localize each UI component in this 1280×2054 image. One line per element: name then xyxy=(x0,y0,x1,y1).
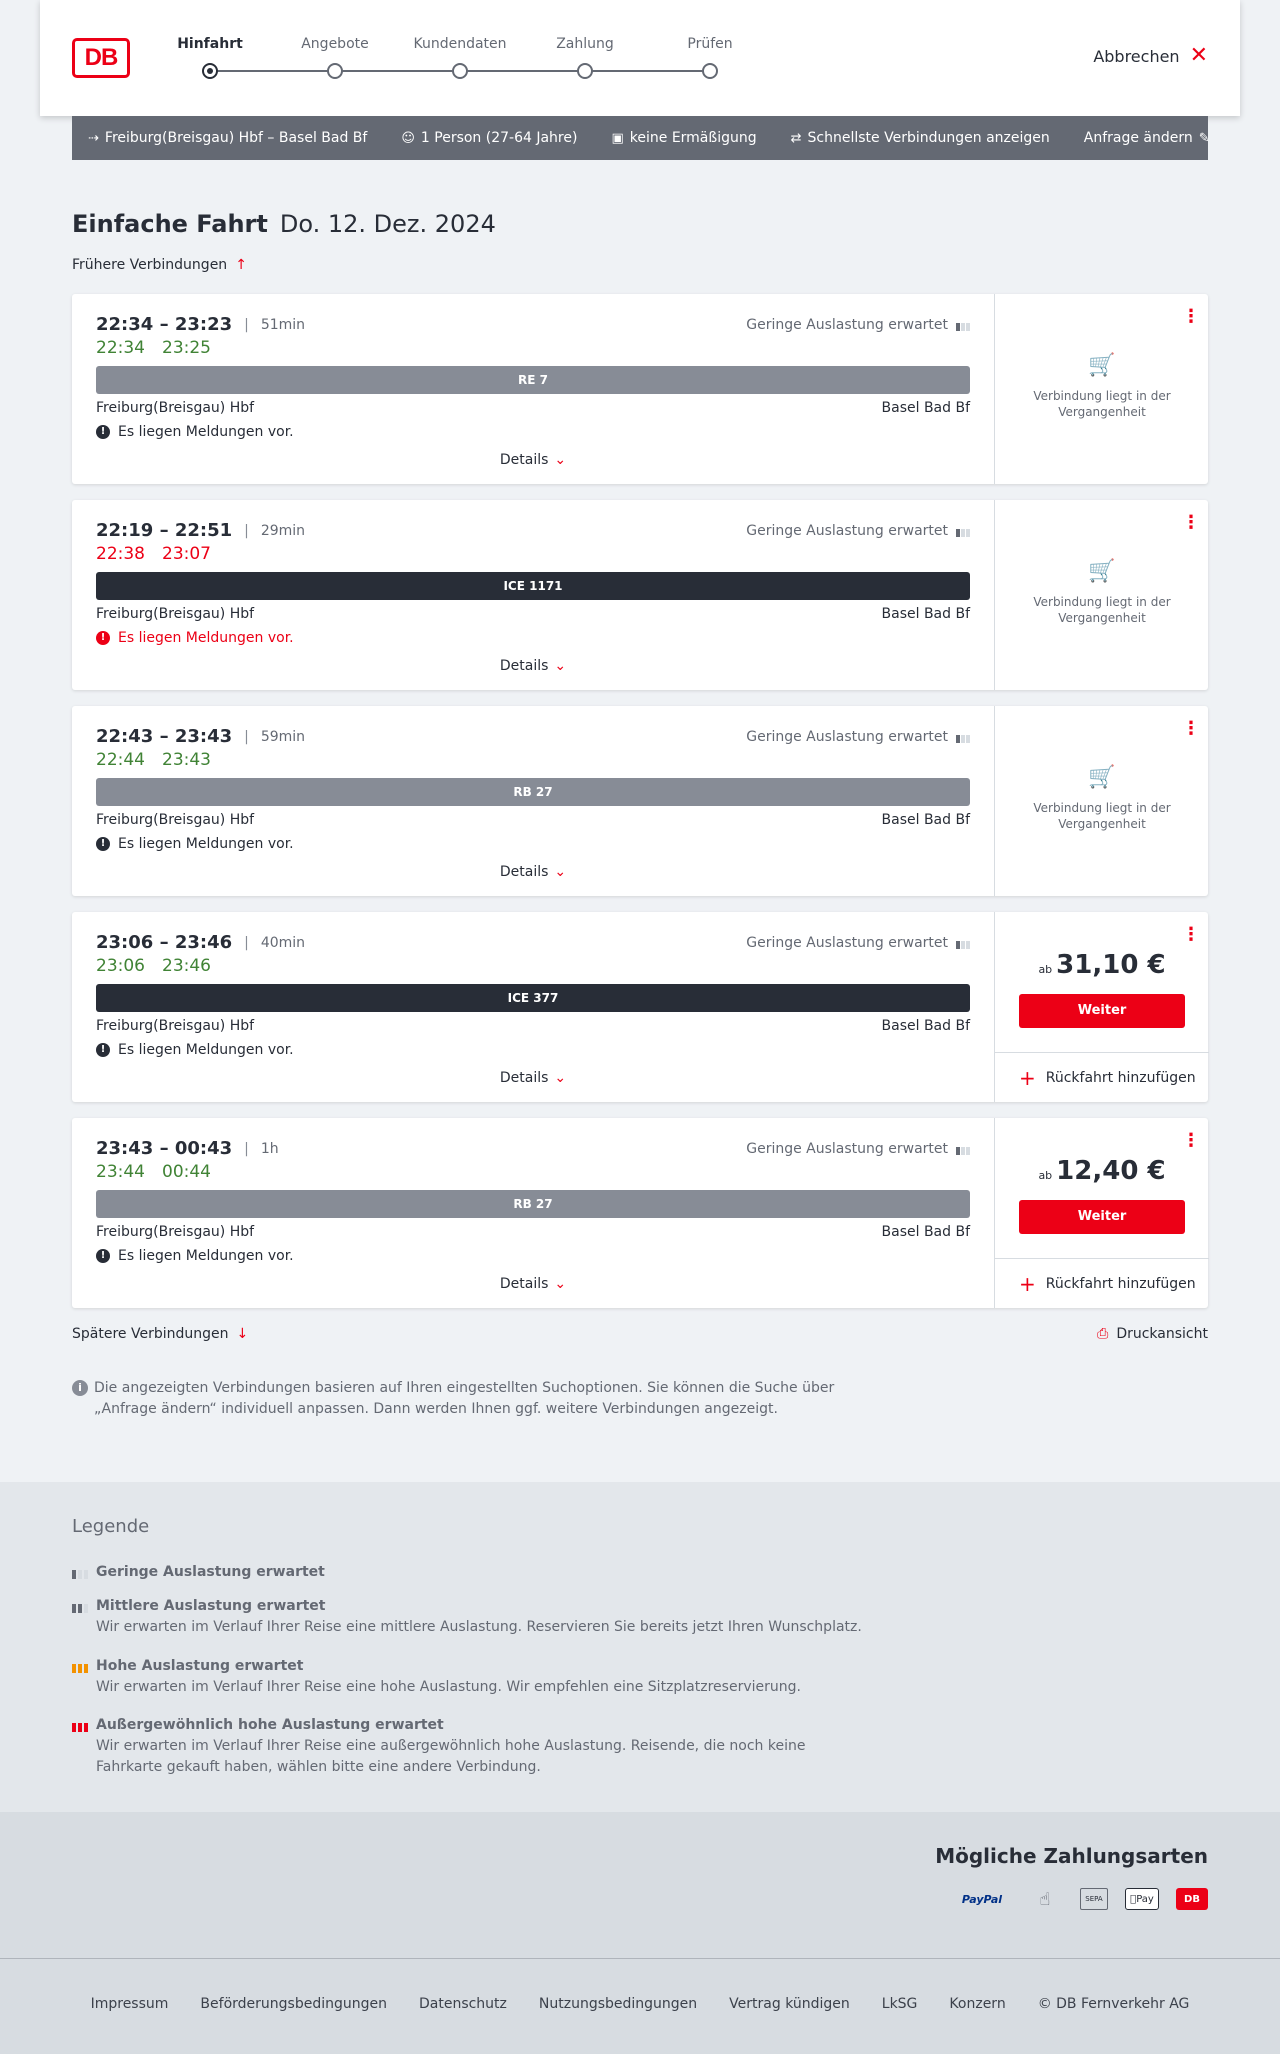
details-toggle[interactable] xyxy=(72,658,994,674)
offer-panel xyxy=(994,1118,1208,1308)
legend-item xyxy=(72,1562,872,1583)
past-connection-note xyxy=(995,765,1209,832)
connection-card[interactable] xyxy=(72,500,1208,690)
realtime-departure: 23:06 xyxy=(96,956,145,976)
plus-icon: + xyxy=(1019,1271,1036,1296)
return-label: Rückfahrt hinzufügen xyxy=(1045,1069,1196,1086)
travellers-label: 1 Person (27-64 Jahre) xyxy=(420,130,578,146)
duration: 51min xyxy=(260,316,306,333)
duration: 40min xyxy=(260,934,306,951)
chevron-down-icon: ⌄ xyxy=(554,1070,567,1086)
travellers-filter[interactable] xyxy=(401,130,577,146)
route-label: Freiburg(Breisgau) Hbf – Basel Bad Bf xyxy=(104,130,368,146)
footer-link[interactable]: Nutzungsbedingungen xyxy=(538,1996,698,2012)
legend-item-desc: Wir erwarten im Verlauf Ihrer Reise eine hohe Auslastung. Wir empfehlen eine Sitzplatzreservierung. xyxy=(96,1679,801,1695)
occupancy-low-icon xyxy=(956,937,970,949)
origin-station: Freiburg(Breisgau) Hbf xyxy=(96,1224,255,1240)
step-dot xyxy=(577,63,593,79)
price xyxy=(995,1156,1209,1186)
origin-station: Freiburg(Breisgau) Hbf xyxy=(96,606,255,622)
arrow-up-icon: ↑ xyxy=(235,257,247,273)
step-angebote: Angebote xyxy=(301,36,369,52)
add-return-trip-button[interactable] xyxy=(995,1258,1209,1308)
occupancy-indicator xyxy=(746,1141,970,1157)
payment-section xyxy=(0,1812,1280,1958)
exclamation-icon: ! xyxy=(96,1043,110,1057)
realtime-departure: 22:34 xyxy=(96,338,145,358)
info-icon: i xyxy=(72,1380,88,1396)
occupancy-indicator xyxy=(746,317,970,333)
duration: 1h xyxy=(260,1140,279,1157)
occupancy-label: Geringe Auslastung erwartet xyxy=(746,729,948,745)
occupancy-level-icon xyxy=(72,1601,88,1613)
person-icon: ☺ xyxy=(401,130,415,146)
header xyxy=(40,0,1240,116)
legend-item-desc: Wir erwarten im Verlauf Ihrer Reise eine außergewöhnlich hohe Auslastung. Reisende, die noch keine Fahrkarte gekauft haben, wählen bitte eine andere Verbindung. xyxy=(96,1738,806,1775)
message-text: Es liegen Meldungen vor. xyxy=(118,424,294,440)
origin-station: Freiburg(Breisgau) Hbf xyxy=(96,400,255,416)
add-return-trip-button[interactable] xyxy=(995,1052,1209,1102)
edit-request-button[interactable] xyxy=(1084,130,1210,146)
offer-panel xyxy=(994,706,1208,896)
apple-pay-icon xyxy=(1125,1888,1159,1910)
step-kundendaten: Kundendaten xyxy=(413,36,507,52)
occupancy-level-icon xyxy=(72,1661,88,1673)
footer xyxy=(0,1958,1280,2054)
occupancy-level-icon xyxy=(72,1567,88,1579)
messages-notice xyxy=(96,630,294,646)
messages-notice xyxy=(96,836,294,852)
info-note xyxy=(72,1378,852,1420)
continue-button[interactable]: Weiter xyxy=(1019,994,1185,1028)
destination-station: Basel Bad Bf xyxy=(881,400,970,416)
past-label: Verbindung liegt in der Vergangenheit xyxy=(1033,801,1171,831)
discount-filter[interactable] xyxy=(611,130,756,146)
offer-panel xyxy=(994,912,1208,1102)
route-filter[interactable] xyxy=(88,130,367,146)
cart-unavailable-icon: 🛒 xyxy=(1088,765,1116,790)
cart-unavailable-icon: 🛒 xyxy=(1088,353,1116,378)
train-bar[interactable]: RB 27 xyxy=(96,1190,970,1218)
earlier-connections-link[interactable] xyxy=(72,257,247,273)
planned-times: 22:19 – 22:51 | 29min xyxy=(96,520,306,541)
db-logo[interactable]: DB xyxy=(72,38,130,78)
message-text: Es liegen Meldungen vor. xyxy=(118,836,294,852)
legend-title: Legende xyxy=(72,1516,150,1537)
step-dot xyxy=(327,63,343,79)
print-label: Druckansicht xyxy=(1116,1326,1208,1342)
occupancy-indicator xyxy=(746,935,970,951)
exclamation-icon: ! xyxy=(96,837,110,851)
continue-button[interactable]: Weiter xyxy=(1019,1200,1185,1234)
legend-section xyxy=(0,1482,1280,1812)
step-zahlung: Zahlung xyxy=(556,36,614,52)
cancel-label: Abbrechen xyxy=(1093,46,1180,66)
page-title xyxy=(72,210,496,238)
realtime-arrival: 23:07 xyxy=(162,544,211,564)
later-label: Spätere Verbindungen xyxy=(72,1326,229,1342)
details-label: Details xyxy=(499,1276,549,1292)
discount-label: keine Ermäßigung xyxy=(629,130,757,146)
apple-pay-label: Pay xyxy=(1133,1893,1151,1905)
time-range: 23:43 – 00:43 xyxy=(96,1138,233,1159)
details-toggle[interactable] xyxy=(72,864,994,880)
occupancy-level-icon xyxy=(72,1720,88,1732)
arrow-right-icon: ⇢ xyxy=(88,130,99,146)
trip-type: Einfache Fahrt xyxy=(72,210,268,238)
connection-card[interactable] xyxy=(72,1118,1208,1308)
legend-item-desc: Wir erwarten im Verlauf Ihrer Reise eine mittlere Auslastung. Reservieren Sie bereits jetzt Ihren Wunschplatz. xyxy=(96,1619,862,1635)
footer-link[interactable]: LkSG xyxy=(881,1996,918,2012)
sliders-icon: ⇄ xyxy=(790,130,802,146)
more-options-icon[interactable]: ⋮ xyxy=(1182,512,1200,533)
footer-link[interactable]: Konzern xyxy=(949,1996,1006,2012)
time-range: 22:34 – 23:23 xyxy=(96,314,233,335)
legend-item-title: Geringe Auslastung erwartet xyxy=(96,1564,325,1580)
chevron-down-icon: ⌄ xyxy=(554,658,567,674)
connection-card[interactable] xyxy=(72,912,1208,1102)
info-text: Die angezeigten Verbindungen basieren auf Ihren eingestellten Suchoptionen. Sie können die Suche über „Anfrage ändern“ individuell anpassen. Dann werden Ihnen ggf. weitere Verbindungen angezeigt. xyxy=(94,1380,835,1417)
details-label: Details xyxy=(499,658,549,674)
step-dot xyxy=(702,63,718,79)
details-label: Details xyxy=(499,452,549,468)
legend-item xyxy=(72,1656,872,1698)
train-bar[interactable]: RB 27 xyxy=(96,778,970,806)
close-icon: ✕ xyxy=(1189,43,1208,68)
messages-notice xyxy=(96,1042,294,1058)
details-toggle[interactable] xyxy=(72,452,994,468)
exclamation-icon: ! xyxy=(96,425,110,439)
paypal-icon: PayPal xyxy=(961,1892,1003,1906)
message-text: Es liegen Meldungen vor. xyxy=(118,1248,294,1264)
step-dot xyxy=(452,63,468,79)
realtime-arrival: 23:46 xyxy=(162,956,211,976)
sepa-icon: SEPA xyxy=(1080,1888,1108,1910)
return-label: Rückfahrt hinzufügen xyxy=(1045,1275,1196,1292)
later-connections-link[interactable] xyxy=(72,1326,248,1342)
price xyxy=(995,950,1209,980)
occupancy-label: Geringe Auslastung erwartet xyxy=(746,1141,948,1157)
realtime-departure: 23:44 xyxy=(96,1162,145,1182)
realtime-departure: 22:44 xyxy=(96,750,145,770)
destination-station: Basel Bad Bf xyxy=(881,812,970,828)
planned-times: 22:34 – 23:23 | 51min xyxy=(96,314,306,335)
messages-notice xyxy=(96,424,294,440)
message-text: Es liegen Meldungen vor. xyxy=(118,1042,294,1058)
print-view-link[interactable] xyxy=(1097,1326,1208,1342)
printer-icon: ⎙ xyxy=(1097,1326,1109,1342)
trip-date: Do. 12. Dez. 2024 xyxy=(279,210,496,238)
occupancy-low-icon xyxy=(956,731,970,743)
train-bar[interactable]: ICE 377 xyxy=(96,984,970,1012)
footer-link[interactable]: Beförderungsbedingungen xyxy=(200,1996,387,2012)
price-prefix: ab xyxy=(1038,1169,1053,1182)
offer-panel xyxy=(994,500,1208,690)
time-range: 22:43 – 23:43 xyxy=(96,726,233,747)
fastest-label: Schnellste Verbindungen anzeigen xyxy=(807,130,1050,146)
planned-times: 22:43 – 23:43 | 59min xyxy=(96,726,306,747)
realtime-arrival: 23:25 xyxy=(162,338,211,358)
realtime-arrival: 00:44 xyxy=(162,1162,211,1182)
destination-station: Basel Bad Bf xyxy=(881,1224,970,1240)
legend-item-title: Außergewöhnlich hohe Auslastung erwartet xyxy=(96,1717,444,1733)
db-payment-icon: DB xyxy=(1176,1888,1208,1910)
exclamation-icon: ! xyxy=(96,1249,110,1263)
footer-link[interactable]: Impressum xyxy=(90,1996,169,2012)
price-prefix: ab xyxy=(1038,963,1053,976)
more-options-icon[interactable]: ⋮ xyxy=(1182,1130,1200,1151)
message-text: Es liegen Meldungen vor. xyxy=(118,630,294,646)
chevron-down-icon: ⌄ xyxy=(554,1276,567,1292)
pencil-icon: ✎ xyxy=(1198,130,1210,146)
occupancy-label: Geringe Auslastung erwartet xyxy=(746,317,948,333)
payment-title: Mögliche Zahlungsarten xyxy=(935,1844,1208,1868)
duration: 59min xyxy=(260,728,306,745)
chevron-down-icon: ⌄ xyxy=(554,452,567,468)
legend-item-title: Mittlere Auslastung erwartet xyxy=(96,1598,326,1614)
realtime-departure: 22:38 xyxy=(96,544,145,564)
more-options-icon[interactable]: ⋮ xyxy=(1182,306,1200,327)
earlier-label: Frühere Verbindungen xyxy=(72,257,228,273)
step-dot-active xyxy=(202,63,218,79)
exclamation-icon: ! xyxy=(96,631,110,645)
price-value: 31,10 € xyxy=(1056,950,1166,980)
details-label: Details xyxy=(499,864,549,880)
past-connection-note xyxy=(995,353,1209,420)
train-bar[interactable]: RE 7 xyxy=(96,366,970,394)
occupancy-low-icon xyxy=(956,1143,970,1155)
planned-times: 23:43 – 00:43 | 1h xyxy=(96,1138,279,1159)
price-value: 12,40 € xyxy=(1056,1156,1166,1186)
step-hinfahrt: Hinfahrt xyxy=(177,36,243,52)
past-label: Verbindung liegt in der Vergangenheit xyxy=(1033,389,1171,419)
bahncard-icon: ▣ xyxy=(611,130,624,146)
occupancy-indicator xyxy=(746,523,970,539)
offer-panel xyxy=(994,294,1208,484)
connection-card[interactable] xyxy=(72,706,1208,896)
occupancy-low-icon xyxy=(956,319,970,331)
time-range: 23:06 – 23:46 xyxy=(96,932,233,953)
cart-unavailable-icon: 🛒 xyxy=(1088,559,1116,584)
past-connection-note xyxy=(995,559,1209,626)
destination-station: Basel Bad Bf xyxy=(881,1018,970,1034)
occupancy-indicator xyxy=(746,729,970,745)
origin-station: Freiburg(Breisgau) Hbf xyxy=(96,812,255,828)
connection-card[interactable] xyxy=(72,294,1208,484)
credit-card-icon: ☝ xyxy=(1039,1888,1051,1910)
occupancy-label: Geringe Auslastung erwartet xyxy=(746,935,948,951)
legend-item xyxy=(72,1596,872,1638)
footer-link: © DB Fernverkehr AG xyxy=(1037,1996,1190,2012)
planned-times: 23:06 – 23:46 | 40min xyxy=(96,932,306,953)
search-summary-bar xyxy=(72,116,1208,160)
cancel-button[interactable] xyxy=(1093,43,1208,68)
more-options-icon[interactable]: ⋮ xyxy=(1182,718,1200,739)
realtime-arrival: 23:43 xyxy=(162,750,211,770)
footer-link[interactable]: Vertrag kündigen xyxy=(729,1996,850,2012)
details-toggle[interactable] xyxy=(72,1070,994,1086)
legend-item xyxy=(72,1715,872,1778)
details-toggle[interactable] xyxy=(72,1276,994,1292)
edit-label: Anfrage ändern xyxy=(1083,130,1193,146)
step-pruefen: Prüfen xyxy=(687,36,733,52)
more-options-icon[interactable]: ⋮ xyxy=(1182,924,1200,945)
occupancy-low-icon xyxy=(956,525,970,537)
occupancy-label: Geringe Auslastung erwartet xyxy=(746,523,948,539)
plus-icon: + xyxy=(1019,1065,1036,1090)
legend-item-title: Hohe Auslastung erwartet xyxy=(96,1658,304,1674)
fastest-filter[interactable] xyxy=(791,130,1050,146)
details-label: Details xyxy=(499,1070,549,1086)
footer-link[interactable]: Datenschutz xyxy=(418,1996,507,2012)
past-label: Verbindung liegt in der Vergangenheit xyxy=(1033,595,1171,625)
train-bar[interactable]: ICE 1171 xyxy=(96,572,970,600)
chevron-down-icon: ⌄ xyxy=(554,864,567,880)
arrow-down-icon: ↓ xyxy=(236,1326,249,1342)
time-range: 22:19 – 22:51 xyxy=(96,520,233,541)
destination-station: Basel Bad Bf xyxy=(881,606,970,622)
duration: 29min xyxy=(260,522,306,539)
origin-station: Freiburg(Breisgau) Hbf xyxy=(96,1018,255,1034)
messages-notice xyxy=(96,1248,294,1264)
